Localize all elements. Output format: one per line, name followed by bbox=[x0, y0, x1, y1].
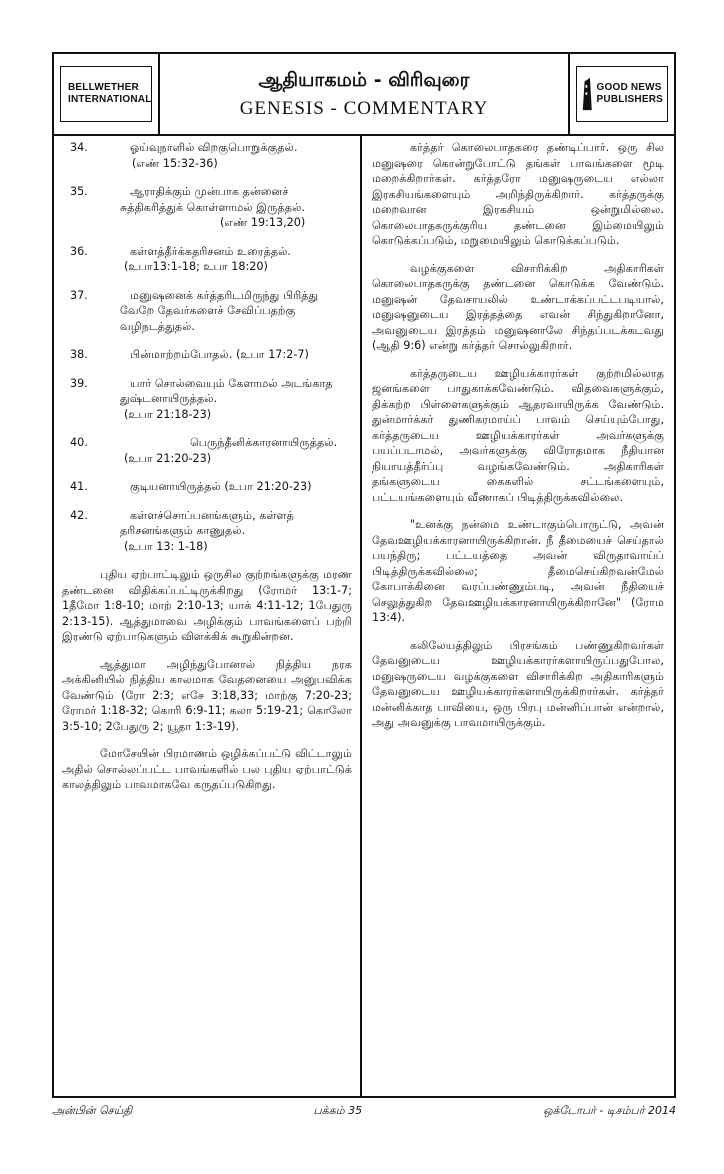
list-item: 38. பின்மாற்றம்போதல். (உபா 17:2-7) bbox=[70, 348, 309, 361]
title-block bbox=[160, 54, 568, 134]
paragraph: கர்த்தர் கொலைபாதகரை தண்டிப்பார். ஒரு சில மனுஷரை கொன்றுபோட்டு தங்கள் பாவங்களை மூடி மறைக்கிறார்கள். கர்த்தரோ மனுஷருடைய எல்லா இரகசியங்களையும் அறிந்திருக்கிறார். கர்த்தருக்கு மறைவான இரகசியம் ஒன்றுமில்லை. கொலைபாதகருக்குரிய தண்டனை இம்மையிலும் கொடுக்கப்படும், மறுமையிலும் கொடுக்கப்படும். bbox=[372, 141, 664, 247]
logo-right-line2: PUBLISHERS bbox=[596, 94, 663, 105]
item-reference: (உபா13:1-18; உபா 18:20) bbox=[124, 260, 268, 273]
left-column bbox=[62, 140, 352, 805]
page-frame bbox=[52, 52, 676, 1098]
paragraph: கர்த்தருடைய ஊழியக்காரர்கள் குற்றமில்லாத ஜனங்களை பாதுகாக்கவேண்டும். விதவைகளுக்கும், திக்கற்ற பிள்ளைகளுக்கும் ஆதரவாயிருக்க வேண்டும். துன்மார்க்கர் துணிகரமாய்ப் பாவம் செய்யும்போது, கர்த்தருடைய ஊழியக்காரர்கள் அவர்களுக்கு பயப்படாமல், அவர்களுக்கு விரோதமாக நீதியான நியாயத்தீர்ப்பு வழங்கவேண்டும். அதிகாரிகள் தங்களுடைய கைகளில் சட்டங்களையும், பட்டயங்களையும் வீணாகப் பிடித்திருக்கவில்லை. bbox=[372, 366, 664, 504]
logo-left-line2: INTERNATIONAL bbox=[68, 94, 152, 105]
list-item: 34. ஓய்வுநாளில் விறகுபொறுக்குதல். (எண் 15:32-36) bbox=[62, 140, 352, 171]
paragraph: மோசேயின் பிரமாணம் ஒழிக்கப்பட்டு விட்டாலும் அதில் சொல்லப்பட்ட பாவங்களில் பல புதிய ஏற்பாட்டுக் காலத்திலும் பாவமாகவே கருதப்படுகிறது. bbox=[62, 747, 352, 791]
paragraph: வழக்குகளை விசாரிக்கிற அதிகாரிகள் கொலைபாதகருக்கு தண்டனை கொடுக்க வேண்டும். மனுஷன் தேவசாயலில் உண்டாக்கப்பட்டபடியால், மனுஷனுடைய இரத்தத்தை எவன் சிந்துகிறானோ, அவனுடைய இரத்தம் மனுஷனாலே சிந்தப்படக்கடவது (ஆதி 9:6) என்று கர்த்தர் சொல்லுகிறார். bbox=[372, 261, 664, 352]
paragraph: புதிய ஏற்பாட்டிலும் ஒருசில குற்றங்களுக்கு மரண தண்டனை விதிக்கப்பட்டிருக்கிறது (ரோமர் 13:1-7; 1தீமோ 1:8-10; மாற் 2:10-13; யாக் 4:11-12; 1பேதுரு 2:13-15). ஆத்துமாவை அழிக்கும் பாவங்களைப் பற்றி இரண்டு ஏற்பாடுகளும் விளக்கிக் கூறுகின்றன. bbox=[62, 568, 352, 643]
list-item: 36. கள்ளத்தீர்க்கதரிசனம் உரைத்தல். (உபா13:1-18; உபா 18:20) bbox=[62, 244, 352, 275]
list-item: 40. பெருந்தீனிக்காரனாயிருத்தல். (உபா 21:20-23) bbox=[62, 435, 352, 466]
footer-magazine-name: அன்பின் செய்தி bbox=[52, 1104, 133, 1117]
logo-right-line1: GOOD NEWS bbox=[596, 82, 662, 93]
building-icon bbox=[581, 74, 594, 114]
bellwether-logo bbox=[54, 54, 160, 134]
paragraph: ஆத்துமா அழிந்துபோனால் நித்திய நரக அக்கினியில் நித்திய காலமாக வேதனையை அனுபவிக்க வேண்டும் (ரோ 2:3; எசே 3:18,33; மாற்கு 7:20-23; ரோமர் 1:18-32; கொரி 6:9-11; கலா 5:19-21; கொலோ 3:5-10; 2பேதுரு 2; யூதா 1:3-19). bbox=[62, 657, 352, 733]
right-column bbox=[372, 140, 664, 743]
list-item: 39. யார் சொல்வையும் கேளாமல் அடங்காத துஷ்டனாயிருத்தல். (உபா 21:18-23) bbox=[62, 376, 352, 423]
item-reference: (உபா 17:2-7) bbox=[235, 348, 309, 361]
list-item: 42. கள்ளச்சொப்பனங்களும், கள்ளத் தரிசனங்களும் காணுதல். (உபா 13: 1-18) bbox=[62, 508, 352, 555]
page-footer bbox=[52, 1104, 676, 1119]
footer-issue-date: ஒக்டோபர் - டிசம்பர் 2014 bbox=[543, 1104, 676, 1117]
logo-left-line1: BELLWETHER bbox=[68, 82, 139, 93]
column-divider bbox=[360, 134, 362, 1098]
paragraph: கலிலேயத்திலும் பிரசங்கம் பண்ணுகிறவர்கள் தேவனுடைய ஊழியக்காரர்களாயிருப்பதுபோல, மனுஷருடைய வழக்குகளை விசாரிக்கிற அதிகாரிகளும் தேவனுடைய ஊழியக்காரர்களாயிருக்கிறார்கள். கர்த்தர் மன்னிக்காத பாவியை, ஒரு பிரபு மன்னிப்பான் என்றால், அது அவனுக்கு பாவமாயிருக்கும். bbox=[372, 638, 664, 729]
title-english: GENESIS - COMMENTARY bbox=[239, 97, 489, 119]
paragraph: "உனக்கு நன்மை உண்டாகும்பொருட்டு, அவன் தேவஊழியக்காரனாயிருக்கிறான். நீ தீமையைச் செய்தால் பயந்திரு; பட்டயத்தை அவன் விருதாவாய்ப் பிடித்திருக்கவில்லை; தீமைசெய்கிறவன்மேல் கோபாக்கினை வரப்பண்ணும்படி, அவன் நீதியைச் செலுத்துகிற தேவஊழியக்காரனாயிருக்கிறானே" (ரோம 13:4). bbox=[372, 518, 664, 624]
item-reference: (உபா 13: 1-18) bbox=[124, 539, 208, 553]
footer-page-number: பக்கம் 35 bbox=[313, 1104, 363, 1117]
page-header bbox=[54, 54, 674, 136]
list-item: 41. குடியனாயிருத்தல் (உபா 21:20-23) bbox=[70, 480, 312, 493]
item-reference: (உபா 21:18-23) bbox=[124, 407, 212, 421]
item-reference: (எண் 19:13,20) bbox=[220, 216, 306, 229]
good-news-logo bbox=[568, 54, 674, 134]
item-reference: (எண் 15:32-36) bbox=[132, 156, 218, 170]
title-tamil: ஆதியாகமம் - விரிவுரை bbox=[258, 68, 470, 91]
item-reference: (உபா 21:20-23) bbox=[124, 451, 212, 465]
list-item: 35. ஆராதிக்கும் முன்பாக தன்னைச் சுத்திகரித்துக் கொள்ளாமல் இருத்தல். (எண் 19:13,20) bbox=[62, 184, 352, 231]
list-item: 37. மனுஷனைக் கர்த்தரிடமிருந்து பிரித்து வேறே தேவர்களைச் சேவிப்பதற்கு வழிநடத்துதல். bbox=[70, 288, 319, 333]
